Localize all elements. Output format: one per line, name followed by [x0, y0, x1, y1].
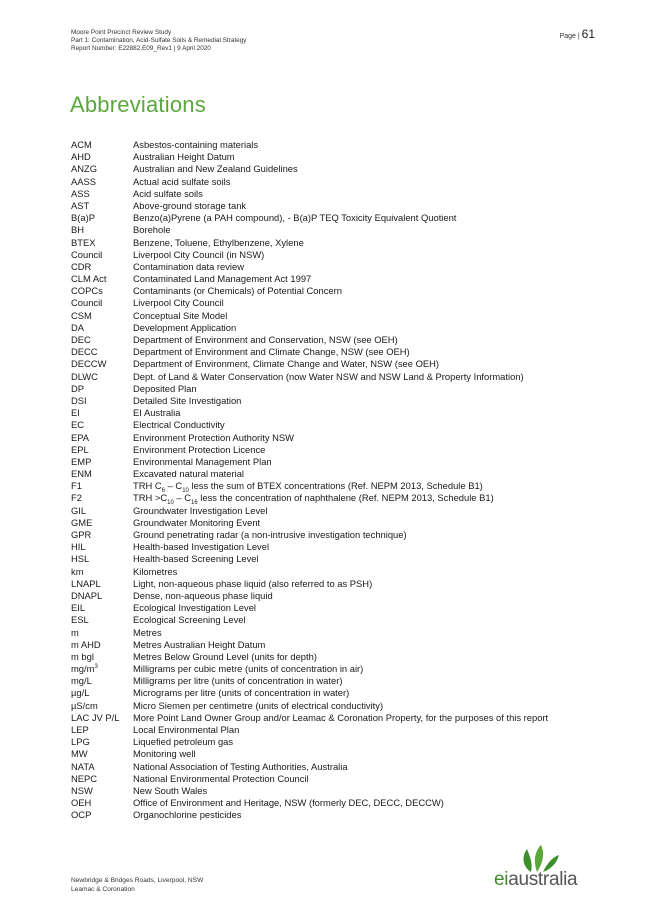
abbreviation-row	[71, 541, 591, 553]
page-label: Page |	[559, 33, 580, 40]
abbreviation-row	[71, 456, 591, 468]
abbreviation-row	[71, 176, 591, 188]
abbreviation-row	[71, 566, 591, 578]
abbreviation-row	[71, 639, 591, 651]
abbreviation-definition: Excavated natural material	[133, 468, 244, 480]
abbreviation-term: ENM	[71, 468, 92, 480]
abbreviation-definition: EI Australia	[133, 407, 181, 419]
abbreviation-term	[71, 663, 133, 675]
abbreviation-row	[71, 578, 591, 590]
abbreviation-row	[71, 687, 591, 699]
abbreviation-definition: New South Wales	[133, 784, 208, 796]
logo-wordmark	[494, 869, 577, 891]
abbreviation-definition: Electrical Conductivity	[133, 419, 225, 431]
definition-subscript: 6	[161, 488, 165, 495]
abbreviation-row	[71, 310, 591, 322]
abbreviation-definition: Monitoring well	[133, 748, 196, 760]
abbreviation-definition: Benzene, Toluene, Ethylbenzene, Xylene	[133, 236, 304, 248]
abbreviation-definition: Department of Environment and Climate Change, NSW (see OEH)	[133, 346, 410, 358]
abbreviation-term: EI	[71, 407, 80, 419]
abbreviation-term: AASS	[71, 175, 97, 187]
abbreviation-definition: Health-based Investigation Level	[133, 541, 270, 553]
header-report-number: Report Number: E22882.E09_Rev1 | 9 April 2020	[71, 45, 211, 53]
logo-text-australia: australia	[508, 869, 578, 890]
abbreviation-term: ANZG	[71, 163, 98, 175]
abbreviation-definition: Light, non-aqueous phase liquid (also referred to as PSH)	[133, 577, 373, 589]
abbreviation-definition: Local Environmental Plan	[133, 724, 240, 735]
abbreviation-definition: Department of Environment and Conservation, NSW (see OEH)	[133, 334, 398, 345]
abbreviation-term: NSW	[71, 784, 93, 796]
abbreviation-row	[71, 371, 591, 383]
header-study-title: Moore Point Precinct Review Study	[71, 29, 172, 36]
abbreviation-row	[71, 212, 591, 224]
definition-text: – C	[173, 492, 192, 504]
abbreviation-row	[71, 761, 591, 773]
abbreviation-term: OEH	[71, 797, 92, 809]
abbreviation-row	[71, 249, 591, 261]
abbreviation-row	[71, 358, 591, 370]
abbreviation-row	[71, 151, 591, 163]
abbreviation-term: B(a)P	[71, 212, 95, 224]
abbreviation-term: NEPC	[71, 772, 98, 784]
abbreviation-definition: Micrograms per litre (units of concentration in water)	[133, 687, 350, 699]
abbreviation-term: MW	[71, 748, 88, 760]
abbreviation-term: NATA	[71, 760, 95, 772]
abbreviation-term: µS/cm	[71, 699, 98, 711]
abbreviation-definition: Borehole	[133, 224, 171, 236]
abbreviation-row	[71, 480, 591, 495]
abbreviation-term: COPCs	[71, 285, 103, 297]
abbreviation-definition: Organochlorine pesticides	[133, 809, 242, 821]
abbreviation-definition: Metres	[133, 626, 162, 638]
abbreviation-definition	[133, 480, 483, 495]
abbreviation-definition: Health-based Screening Level	[133, 553, 259, 565]
abbreviation-row	[71, 724, 591, 736]
header-part-title: Part 1: Contamination, Acid-Sulfate Soils & Remedial Strategy	[71, 37, 247, 45]
abbreviation-term: DECC	[71, 346, 98, 358]
abbreviation-row	[71, 383, 591, 395]
abbreviation-term: DSI	[71, 394, 87, 406]
abbreviation-row	[71, 602, 591, 614]
abbreviation-row	[71, 395, 591, 407]
abbreviation-row	[71, 590, 591, 602]
abbreviation-term: m	[71, 626, 79, 638]
abbreviation-term: EPL	[71, 443, 89, 455]
abbreviation-term: LEP	[71, 724, 89, 735]
abbreviation-definition: Asbestos-containing materials	[133, 139, 259, 150]
abbreviation-term: GIL	[71, 504, 87, 516]
abbreviation-term: DLWC	[71, 370, 98, 382]
abbreviation-row	[71, 529, 591, 541]
abbreviation-term: EC	[71, 419, 85, 431]
abbreviation-term: Council	[71, 248, 103, 260]
abbreviation-definition: Liverpool City Council (in NSW)	[133, 248, 265, 260]
abbreviation-definition: National Environmental Protection Council	[133, 772, 309, 784]
abbreviation-definition: Milligrams per litre (units of concentration in water)	[133, 675, 343, 687]
abbreviation-term: HIL	[71, 541, 86, 553]
abbreviation-term: GPR	[71, 529, 92, 540]
abbreviation-term: BTEX	[71, 236, 96, 248]
abbreviation-row	[71, 748, 591, 760]
abbreviation-term: F1	[71, 480, 82, 492]
abbreviation-definition: Ecological Investigation Level	[133, 602, 256, 614]
abbreviation-row	[71, 505, 591, 517]
definition-text: TRH >C	[133, 492, 168, 504]
abbreviation-row	[71, 285, 591, 297]
abbreviation-row	[71, 322, 591, 334]
abbreviation-definition: Environmental Management Plan	[133, 455, 272, 467]
abbreviation-definition: Australian and New Zealand Guidelines	[133, 163, 298, 175]
abbreviation-definition: Environment Protection Authority NSW	[133, 431, 295, 443]
abbreviation-row	[71, 773, 591, 785]
abbreviation-row	[71, 407, 591, 419]
abbreviation-definition: Australian Height Datum	[133, 151, 235, 163]
abbreviation-row	[71, 553, 591, 565]
abbreviation-term: EMP	[71, 455, 92, 467]
abbreviation-row	[71, 785, 591, 797]
abbreviation-definition: Contaminants (or Chemicals) of Potential Concern	[133, 285, 342, 297]
abbreviation-row	[71, 200, 591, 212]
abbreviation-term: AST	[71, 199, 90, 211]
abbreviation-row	[71, 297, 591, 309]
abbreviation-definition: National Association of Testing Authorities, Australia	[133, 760, 348, 772]
page-number	[560, 27, 595, 41]
logo-text-ei: ei	[494, 869, 509, 890]
abbreviation-definition: Metres Below Ground Level (units for depth)	[133, 650, 317, 662]
definition-subscript: 10	[167, 500, 174, 507]
definition-text: less the sum of BTEX concentrations (Ref. NEPM 2013, Schedule B1)	[188, 480, 483, 492]
abbreviation-row	[71, 163, 591, 175]
abbreviation-term: m bgl	[71, 650, 94, 662]
abbreviation-definition: Office of Environment and Heritage, NSW (formerly DEC, DECC, DECCW)	[133, 797, 444, 809]
abbreviation-term: EIL	[71, 602, 86, 614]
abbreviation-term: m AHD	[71, 638, 101, 650]
abbreviation-definition: Metres Australian Height Datum	[133, 638, 266, 650]
abbreviation-term: LPG	[71, 736, 90, 748]
abbreviation-definition: Micro Siemen per centimetre (units of electrical conductivity)	[133, 699, 384, 711]
abbreviation-definition: Department of Environment, Climate Change and Water, NSW (see OEH)	[133, 358, 440, 370]
footer-address: Newbridge & Bridges Roads, Liverpool, NSW	[71, 877, 204, 884]
abbreviation-term: DECCW	[71, 358, 107, 370]
abbreviation-row	[71, 139, 591, 151]
abbreviation-row	[71, 468, 591, 480]
abbreviation-row	[71, 224, 591, 236]
abbreviation-row	[71, 651, 591, 663]
abbreviation-term: OCP	[71, 809, 92, 821]
abbreviation-list	[71, 139, 591, 822]
page-title: Abbreviations	[70, 92, 206, 117]
abbreviation-term: DA	[71, 321, 85, 333]
abbreviation-definition: Contaminated Land Management Act 1997	[133, 273, 312, 285]
definition-text: – C	[165, 480, 183, 492]
abbreviation-definition: Liquefied petroleum gas	[133, 736, 234, 748]
abbreviation-definition: Deposited Plan	[133, 382, 197, 394]
abbreviation-definition: Development Application	[133, 321, 237, 333]
abbreviation-term: km	[71, 565, 84, 577]
abbreviation-term: Council	[71, 297, 103, 309]
abbreviation-definition: Benzo(a)Pyrene (a PAH compound), - B(a)P TEQ Toxicity Equivalent Quotient	[133, 212, 457, 224]
abbreviation-definition: Above-ground storage tank	[133, 199, 247, 211]
abbreviation-row	[71, 517, 591, 529]
definition-text: TRH C	[133, 480, 162, 492]
abbreviation-term: EPA	[71, 431, 90, 443]
abbreviation-definition: Groundwater Monitoring Event	[133, 516, 261, 528]
abbreviation-term: mg/L	[71, 675, 92, 687]
abbreviation-definition: Dept. of Land & Water Conservation (now Water NSW and NSW Land & Property Information)	[133, 370, 524, 382]
abbreviation-definition: Milligrams per cubic metre (units of concentration in air)	[133, 663, 364, 675]
abbreviation-row	[71, 188, 591, 200]
abbreviation-row	[71, 334, 591, 346]
abbreviation-term: F2	[71, 492, 82, 504]
abbreviation-definition: Acid sulfate soils	[133, 187, 203, 199]
abbreviation-term: LAC JV P/L	[71, 711, 120, 723]
abbreviation-row	[71, 627, 591, 639]
abbreviation-term: LNAPL	[71, 577, 101, 589]
abbreviation-definition: Contamination data review	[133, 260, 244, 272]
abbreviation-term: CDR	[71, 260, 92, 272]
abbreviation-row	[71, 712, 591, 724]
abbreviation-term: GME	[71, 516, 93, 528]
abbreviation-definition: Conceptual Site Model	[133, 309, 228, 321]
abbreviation-row	[71, 273, 591, 285]
definition-text: less the concentration of naphthalene (Ref. NEPM 2013, Schedule B1)	[197, 492, 494, 504]
abbreviation-definition: Ground penetrating radar (a non-intrusive investigation technique)	[133, 529, 407, 540]
abbreviation-term: BH	[71, 224, 85, 236]
abbreviation-term: DNAPL	[71, 589, 103, 601]
abbreviation-row	[71, 419, 591, 431]
abbreviation-definition	[133, 492, 494, 507]
abbreviation-row	[71, 492, 591, 507]
abbreviation-row	[71, 797, 591, 809]
abbreviation-row	[71, 809, 591, 821]
abbreviation-definition: Kilometres	[133, 565, 178, 577]
abbreviation-definition: Detailed Site Investigation	[133, 394, 242, 406]
definition-subscript: 10	[182, 488, 189, 495]
definition-subscript: 16	[191, 500, 198, 507]
abbreviation-term: CSM	[71, 309, 92, 321]
abbreviation-row	[71, 700, 591, 712]
abbreviation-row	[71, 736, 591, 748]
abbreviation-term: AHD	[71, 151, 91, 163]
abbreviation-definition: Dense, non-aqueous phase liquid	[133, 589, 273, 601]
abbreviation-term: µg/L	[71, 687, 90, 699]
abbreviation-definition: Actual acid sulfate soils	[133, 175, 231, 187]
abbreviation-row	[71, 432, 591, 444]
footer-client: Leamac & Coronation	[71, 885, 135, 893]
abbreviation-row	[71, 663, 591, 675]
abbreviation-term: CLM Act	[71, 273, 107, 285]
term-superscript: 3	[94, 663, 98, 670]
abbreviation-row	[71, 614, 591, 626]
abbreviation-row	[71, 675, 591, 687]
abbreviation-row	[71, 444, 591, 456]
page-number-value: 61	[581, 27, 595, 41]
running-footer	[71, 877, 203, 894]
running-header	[71, 29, 246, 54]
abbreviation-term: DP	[71, 382, 85, 394]
abbreviation-definition: Environment Protection Licence	[133, 443, 266, 455]
abbreviation-definition: More Point Land Owner Group and/or Leamac & Coronation Property, for the purposes of this report	[133, 711, 549, 723]
abbreviation-term: DEC	[71, 334, 91, 345]
abbreviation-term: ACM	[71, 139, 92, 150]
term-text: mg/m	[71, 663, 95, 675]
abbreviation-row	[71, 261, 591, 273]
abbreviation-row	[71, 237, 591, 249]
abbreviation-term: ASS	[71, 187, 90, 199]
abbreviation-term: HSL	[71, 553, 90, 565]
abbreviation-row	[71, 346, 591, 358]
abbreviation-definition: Groundwater Investigation Level	[133, 504, 268, 516]
abbreviation-term: ESL	[71, 614, 89, 626]
abbreviation-definition: Liverpool City Council	[133, 297, 224, 309]
abbreviation-definition: Ecological Screening Level	[133, 614, 246, 626]
eiaustralia-logo	[494, 843, 594, 893]
